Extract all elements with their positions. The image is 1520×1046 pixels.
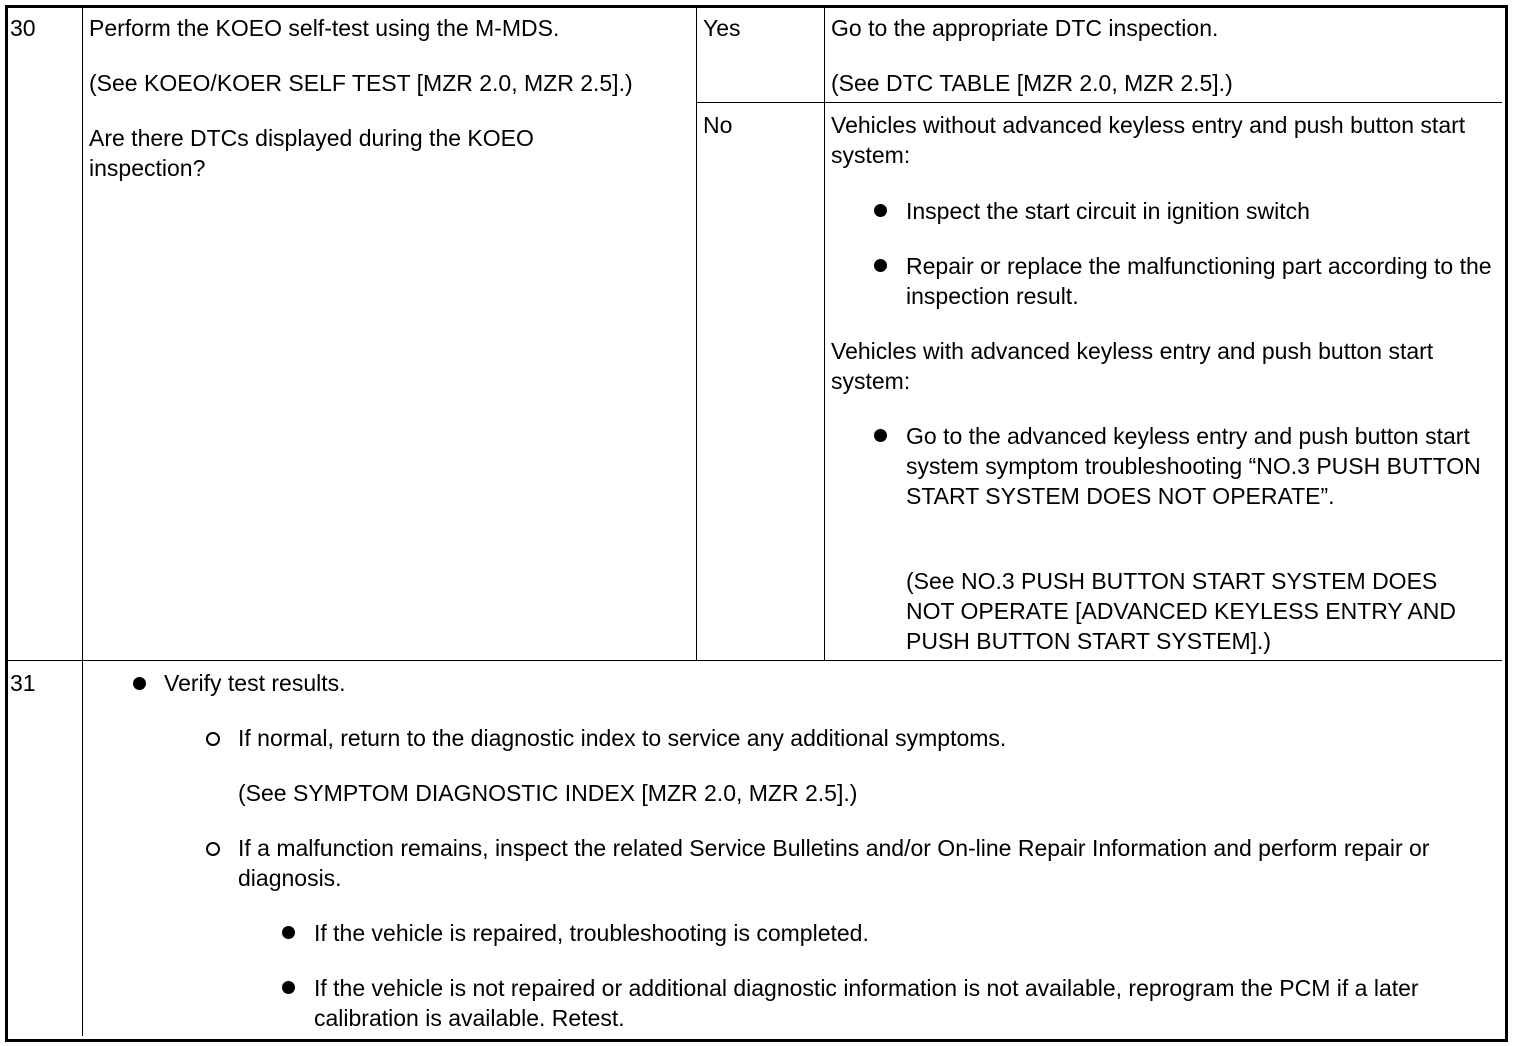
step-30-question: Are there DTCs displayed during the KOEO inspection? [89,125,534,181]
step-30-action: Perform the KOEO self-test using the M-MDS. [89,15,560,41]
yes-label: Yes [703,15,741,41]
result-divider [824,8,825,660]
step-31-number: 31 [10,670,36,696]
no-group-2-item: Go to the advanced keyless entry and push button start system symptom troubleshooting “NO.3 PUSH BUTTON START SYSTEM DOES NOT OPERATE”. [906,423,1481,509]
sub-bullet-icon [206,842,220,856]
bullet-icon [133,677,146,690]
malfunction-remains: If a malfunction remains, inspect the related Service Bulletins and/or On-line Repair Information and perform repair or diagnosis. [238,835,1430,891]
bullet-icon [874,204,887,217]
normal-result: If normal, return to the diagnostic index to service any additional symptoms. [238,725,1007,751]
bullet-icon [874,259,887,272]
bullet-icon [874,429,887,442]
yes-action: Go to the appropriate DTC inspection. [831,15,1219,41]
bullet-icon [282,926,295,939]
no-group-1-item: Repair or replace the malfunctioning part according to the inspection result. [906,253,1492,309]
verify-results: Verify test results. [164,670,346,696]
sub-bullet-icon [206,732,220,746]
vehicle-repaired: If the vehicle is repaired, troubleshooting is completed. [314,920,869,946]
dtc-table-reference: (See DTC TABLE [MZR 2.0, MZR 2.5].) [831,70,1233,96]
no-label: No [703,112,733,138]
bullet-icon [282,981,295,994]
yes-no-divider [696,102,1502,103]
vehicle-not-repaired: If the vehicle is not repaired or additional diagnostic information is not available, reprogram the PCM if a later calibration is available. Retest. [314,975,1419,1031]
no-group-2-heading: Vehicles with advanced keyless entry and push button start system: [831,338,1434,394]
action-divider [696,8,697,660]
koeo-self-test-reference: (See KOEO/KOER SELF TEST [MZR 2.0, MZR 2.5].) [89,70,633,96]
symptom-index-reference: (See SYMPTOM DIAGNOSTIC INDEX [MZR 2.0, MZR 2.5].) [238,780,858,806]
step-30-number: 30 [10,15,36,41]
step-divider [8,660,1502,661]
step-number-divider [82,8,83,1036]
no-group-1-item: Inspect the start circuit in ignition switch [906,198,1310,224]
no-group-1-heading: Vehicles without advanced keyless entry and push button start system: [831,112,1466,168]
push-button-start-reference: (See NO.3 PUSH BUTTON START SYSTEM DOES NOT OPERATE [ADVANCED KEYLESS ENTRY AND PUSH BUTTON START SYSTEM].) [906,568,1457,654]
